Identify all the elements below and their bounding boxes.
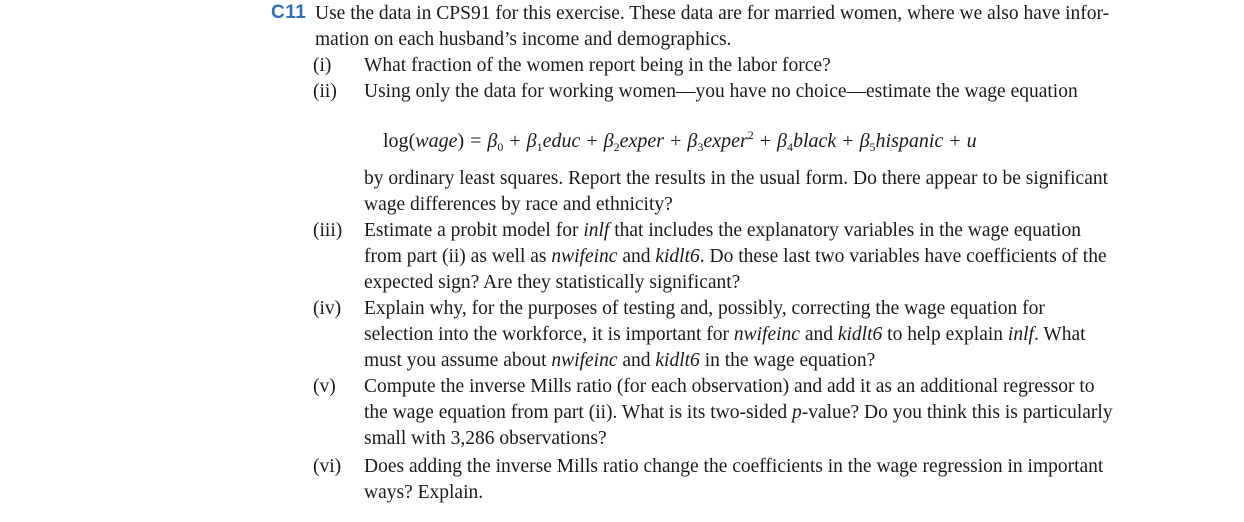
eq-plus: + — [586, 130, 598, 152]
part-line: Does adding the inverse Mills ratio change the coefficients in the wage regression in important — [364, 456, 1104, 477]
eq-beta2: β — [603, 130, 614, 152]
part-text — [364, 79, 1169, 105]
part-number: (iv) — [313, 298, 342, 319]
eq-plus: + — [759, 130, 772, 152]
eq-beta4-sub: 4 — [786, 140, 793, 154]
eq-exper: exper — [619, 130, 665, 152]
eq-hispanic: hispanic — [875, 130, 944, 152]
eq-plus: + — [509, 130, 521, 152]
part-line: expected sign? Are they statistically significant? — [364, 272, 741, 293]
part-line: wage differences by race and ethnicity? — [364, 194, 673, 215]
var-kidlt6: kidlt6 — [655, 350, 700, 371]
exercise-label: C11 — [271, 2, 307, 23]
part-line: Explain why, for the purposes of testing and, possibly, correcting the wage equation for — [364, 298, 1045, 319]
part-text — [364, 374, 1169, 452]
exercise-intro — [315, 1, 1175, 53]
eq-educ: educ — [542, 130, 581, 152]
part-line: Using only the data for working women—you have no choice—estimate the wage equation — [364, 81, 1078, 102]
intro-line-1: Use the data in CPS91 for this exercise. These data are for married women, where we also have infor- — [315, 3, 1110, 24]
part-text — [364, 296, 1169, 374]
part-line: What fraction of the women report being in the labor force? — [364, 55, 831, 76]
eq-wage: wage — [415, 130, 458, 152]
var-nwifeinc: nwifeinc — [551, 246, 618, 267]
part-number: (vi) — [313, 456, 342, 477]
var-nwifeinc: nwifeinc — [551, 350, 618, 371]
eq-plus: + — [670, 130, 682, 152]
var-p: p — [792, 402, 802, 423]
part-line: ways? Explain. — [364, 482, 484, 503]
intro-line-2: mation on each husband’s income and demographics. — [315, 29, 732, 50]
eq-plus: + — [949, 130, 961, 152]
eq-log: log — [383, 130, 409, 152]
wage-equation: log(wage) = $\beta_0$ + $\beta_1educ$ + $\beta_2exper$ + $\beta_3exper^2$ + $\beta_4black$ + $\beta_5hispanic + u$ — [383, 128, 977, 154]
part-line: the wage equation from part (ii). What is its two-sided p-value? Do you think this is particularly — [364, 402, 1113, 423]
eq-beta5: β — [859, 130, 870, 152]
part-text — [364, 166, 1169, 218]
eq-u: u — [966, 130, 977, 152]
var-nwifeinc: nwifeinc — [733, 324, 800, 345]
eq-beta1: β — [526, 130, 537, 152]
eq-beta5-sub: 5 — [869, 140, 876, 154]
eq-beta0: β — [487, 130, 498, 152]
part-line: small with 3,286 observations? — [364, 428, 607, 449]
eq-beta4: β — [777, 130, 787, 152]
part-line: Compute the inverse Mills ratio (for each observation) and add it as an additional regressor to — [364, 376, 1095, 397]
part-line: Estimate a probit model for inlf that includes the explanatory variables in the wage equation — [364, 220, 1081, 241]
part-line: must you assume about nwifeinc and kidlt6 in the wage equation? — [364, 350, 876, 371]
eq-black: black — [792, 130, 837, 152]
part-text — [364, 218, 1169, 296]
part-text — [364, 454, 1169, 506]
part-number: (ii) — [313, 81, 337, 102]
eq-exper-sq: exper — [703, 130, 748, 152]
var-inlf: inlf — [583, 220, 610, 241]
part-text — [364, 53, 1169, 79]
eq-beta1-sub: 1 — [536, 140, 543, 154]
var-kidlt6: kidlt6 — [655, 246, 700, 267]
part-number: (iii) — [313, 220, 343, 241]
part-line: selection into the workforce, it is important for nwifeinc and kidlt6 to help explain inlf. What — [364, 324, 1086, 345]
var-inlf: inlf — [1007, 324, 1034, 345]
eq-beta3-sub: 3 — [697, 140, 704, 154]
part-number: (i) — [313, 55, 332, 76]
part-number: (v) — [313, 376, 336, 397]
eq-plus: + — [842, 130, 854, 152]
eq-beta2-sub: 2 — [613, 140, 620, 154]
eq-equals: = — [470, 130, 482, 152]
part-line: by ordinary least squares. Report the results in the usual form. Do there appear to be significant — [364, 168, 1109, 189]
eq-exper-sq-sup: 2 — [747, 128, 754, 142]
var-kidlt6: kidlt6 — [837, 324, 883, 345]
eq-beta0-sub: 0 — [497, 140, 504, 154]
part-line: from part (ii) as well as nwifeinc and kidlt6. Do these last two variables have coefficients of the — [364, 246, 1107, 267]
eq-beta3: β — [687, 130, 698, 152]
